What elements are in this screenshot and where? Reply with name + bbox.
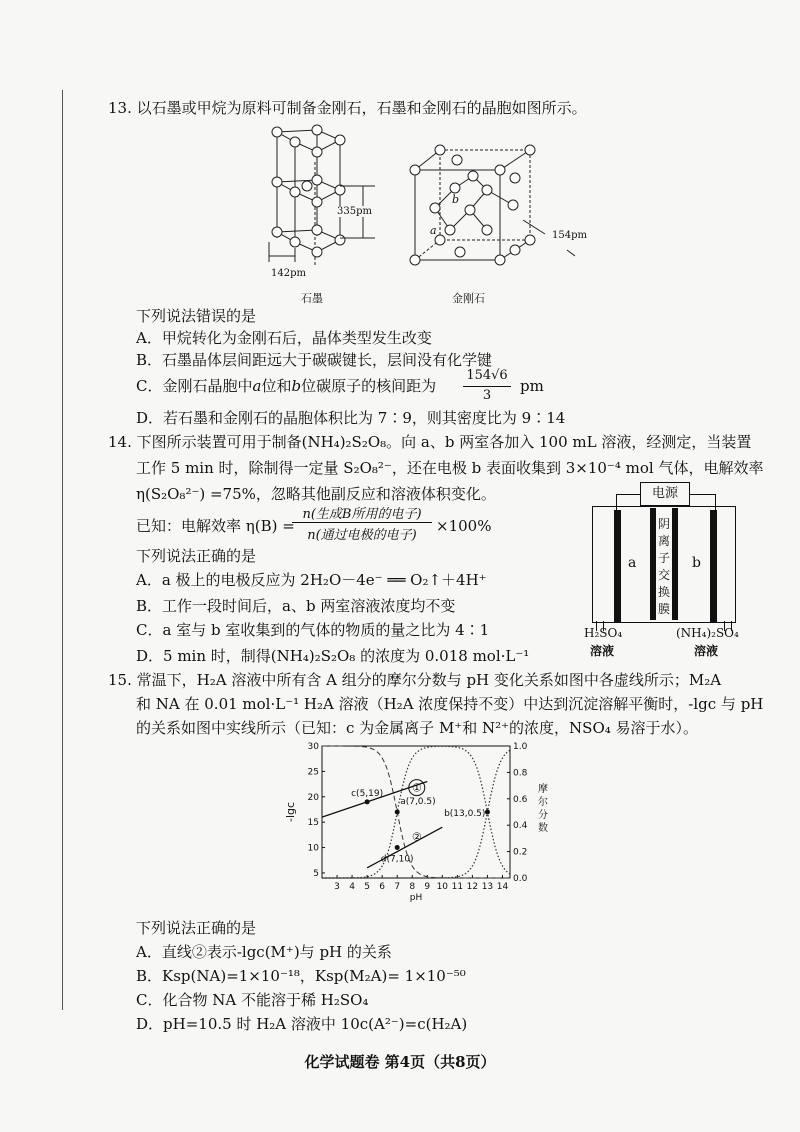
q13-option-d: D．若石墨和金刚石的晶胞体积比为 7∶9，则其密度比为 9∶14 [136, 409, 566, 427]
electrolysis-cell [580, 480, 750, 650]
q14-option-a: A．a 极上的电极反应为 2H₂O－4e⁻ ══ O₂↑＋4H⁺ [136, 571, 487, 589]
q13-option-c-mid2: 位碳原子的核间距为 [301, 377, 437, 395]
q13-option-b: B．石墨晶体层间距远大于碳碳键长，层间没有化学键 [136, 351, 493, 369]
q13-option-c-pre: C．金刚石晶胞中 [136, 377, 253, 395]
q13-option-c-mid1: 位和 [261, 377, 292, 395]
q13-option-c-a: a [252, 377, 262, 395]
q15-option-d: D．pH=10.5 时 H₂A 溶液中 10c(A²⁻)=c(H₂A) [136, 1015, 468, 1033]
data-point [395, 810, 400, 815]
y-right-tick-label: 0.8 [513, 768, 528, 779]
y-right-axis-label-char: 摩 [538, 784, 548, 795]
x-axis-label: pH [409, 893, 423, 903]
data-point [365, 799, 370, 804]
y-right-axis-label-char: 数 [538, 823, 548, 834]
point-label: c(5,19) [351, 788, 384, 799]
point-label: d(7,10) [380, 854, 414, 865]
point-label: a(7,0.5) [400, 797, 436, 807]
electrode-a [614, 510, 621, 622]
graphite-cell-diagram [255, 120, 395, 290]
y-left-axis-label: -lgc [284, 801, 297, 823]
q14-known-numerator: n(生成B所用的电子) [302, 507, 422, 522]
y-right-tick-label: 0.0 [513, 874, 528, 884]
q15-option-c: C．化合物 NA 不能溶于稀 H₂SO₄ [136, 991, 369, 1009]
membrane-label [656, 516, 672, 618]
right-solution-word: 溶液 [694, 644, 719, 658]
q13-option-c [136, 376, 436, 396]
x-tick-label: 11 [451, 882, 464, 892]
x-tick-label: 14 [496, 882, 509, 892]
x-tick-label: 4 [349, 882, 355, 892]
q14-line2: 工作 5 min 时，除制得一定量 S₂O₈²⁻，还在电极 b 表面收集到 3×10⁻⁴ mol 气体，电解效率 [136, 459, 764, 477]
x-tick-label: 13 [481, 882, 494, 892]
diamond-atom-b: b [452, 193, 460, 206]
y-left-tick-label: 15 [307, 818, 319, 829]
q14-known-post: ×100% [436, 517, 492, 535]
q15-option-a: A．直线②表示-lgc(M⁺)与 pH 的关系 [136, 943, 392, 961]
page-footer: 化学试题卷 第4页（共8页） [304, 1053, 496, 1071]
data-point [485, 810, 490, 815]
ph-chart [282, 736, 552, 916]
x-tick-label: 12 [466, 882, 479, 892]
y-right-tick-label: 0.6 [513, 794, 528, 805]
x-tick-label: 6 [379, 882, 386, 892]
q13-option-c-denominator: 3 [482, 388, 492, 403]
graphite-label: 石墨 [301, 292, 323, 305]
q15-line1: 15. 常温下，H₂A 溶液中所有含 A 组分的摩尔分数与 pH 变化关系如图中各虚线所示；M₂A [108, 671, 722, 689]
y-left-tick-label: 10 [307, 843, 319, 854]
y-right-axis-label-char: 尔 [538, 797, 548, 808]
y-right-axis-label-char: 分 [538, 810, 548, 821]
y-right-tick-label: 0.4 [513, 821, 528, 832]
margin-line [62, 90, 63, 1010]
q13-option-c-fraction-bar [463, 386, 511, 387]
q15-line3: 的关系如图中实线所示（已知：c 为金属离子 M⁺和 N²⁺的浓度，NSO₄ 易溶于水）。 [136, 719, 699, 737]
q15-line2: 和 NA 在 0.01 mol·L⁻¹ H₂A 溶液（H₂A 浓度保持不变）中达到沉淀溶解平衡时，-lgc 与 pH [136, 695, 764, 713]
q13-option-c-unit: pm [520, 377, 544, 395]
x-tick-label: 3 [334, 882, 340, 892]
q14-prompt: 下列说法正确的是 [136, 547, 257, 565]
q14-option-c: C．a 室与 b 室收集到的气体的物质的量之比为 4∶1 [136, 621, 490, 639]
x-tick-label: 10 [436, 882, 449, 892]
power-source-box [640, 482, 690, 506]
electrode-b [710, 510, 717, 622]
q15-prompt: 下列说法正确的是 [136, 919, 257, 937]
curve-label-1: ① [411, 781, 422, 795]
q13-stem: 13. 以石墨或甲烷为原料可制备金刚石，石墨和金刚石的晶胞如图所示。 [108, 99, 587, 117]
q14-known-fraction-bar [292, 522, 432, 523]
q14-known-denominator: n(通过电极的电子) [307, 528, 417, 543]
y-left-tick-label: 20 [307, 792, 319, 803]
membrane-char: 离 [657, 534, 670, 548]
room-b-label: b [692, 555, 701, 571]
q13-option-a: A．甲烷转化为金刚石后，晶体类型发生改变 [136, 329, 432, 347]
curve-label-2: ② [411, 830, 422, 844]
y-left-tick-label: 25 [307, 767, 319, 778]
diamond-bond-length: 154pm [552, 230, 587, 241]
y-right-tick-label: 1.0 [513, 742, 528, 752]
y-right-tick-label: 0.2 [513, 847, 528, 858]
point-label: b(13,0.5) [444, 809, 486, 819]
q13-option-c-numerator: 154√6 [466, 368, 508, 383]
q14-known-pre: 已知：电解效率 η(B) = [136, 517, 295, 535]
q14-option-b: B．工作一段时间后，a、b 两室溶液浓度均不变 [136, 597, 456, 615]
room-a-label: a [628, 555, 637, 571]
diamond-atom-a: a [430, 224, 437, 237]
x-tick-label: 9 [424, 882, 431, 892]
membrane-char: 交 [657, 568, 670, 582]
q14-line3: η(S₂O₈²⁻) =75%，忽略其他副反应和溶液体积变化。 [136, 485, 496, 503]
x-tick-label: 5 [364, 882, 370, 892]
x-tick-label: 8 [409, 882, 416, 892]
diamond-label: 金刚石 [452, 292, 485, 305]
q13-option-c-b: b [291, 377, 302, 395]
membrane-char: 换 [657, 585, 670, 599]
q15-option-b: B．Ksp(NA)=1×10⁻¹⁸，Ksp(M₂A)= 1×10⁻⁵⁰ [136, 967, 466, 985]
membrane-char: 膜 [657, 602, 670, 616]
membrane-char: 子 [657, 551, 670, 565]
membrane-char: 阴 [657, 517, 670, 531]
left-solution: H₂SO₄ [584, 626, 623, 640]
q13-prompt: 下列说法错误的是 [136, 307, 257, 325]
right-solution: (NH₄)₂SO₄ [676, 626, 739, 640]
left-solution-word: 溶液 [590, 644, 615, 658]
membrane-right-edge [672, 508, 678, 620]
power-source-label: 电源 [651, 486, 678, 501]
data-point [395, 845, 400, 850]
graphite-layer-distance: 335pm [337, 206, 372, 217]
diamond-cell-diagram [405, 140, 590, 280]
q14-option-d: D．5 min 时，制得(NH₄)₂S₂O₈ 的浓度为 0.018 mol·L⁻¹ [136, 647, 530, 665]
y-left-tick-label: 5 [313, 868, 319, 879]
graphite-bond-length: 142pm [271, 268, 306, 279]
q14-line1: 14. 下图所示装置可用于制备(NH₄)₂S₂O₈。向 a、b 两室各加入 100 mL 溶液，经测定，当装置 [108, 433, 752, 451]
y-left-tick-label: 30 [307, 742, 319, 752]
x-tick-label: 7 [394, 882, 401, 892]
